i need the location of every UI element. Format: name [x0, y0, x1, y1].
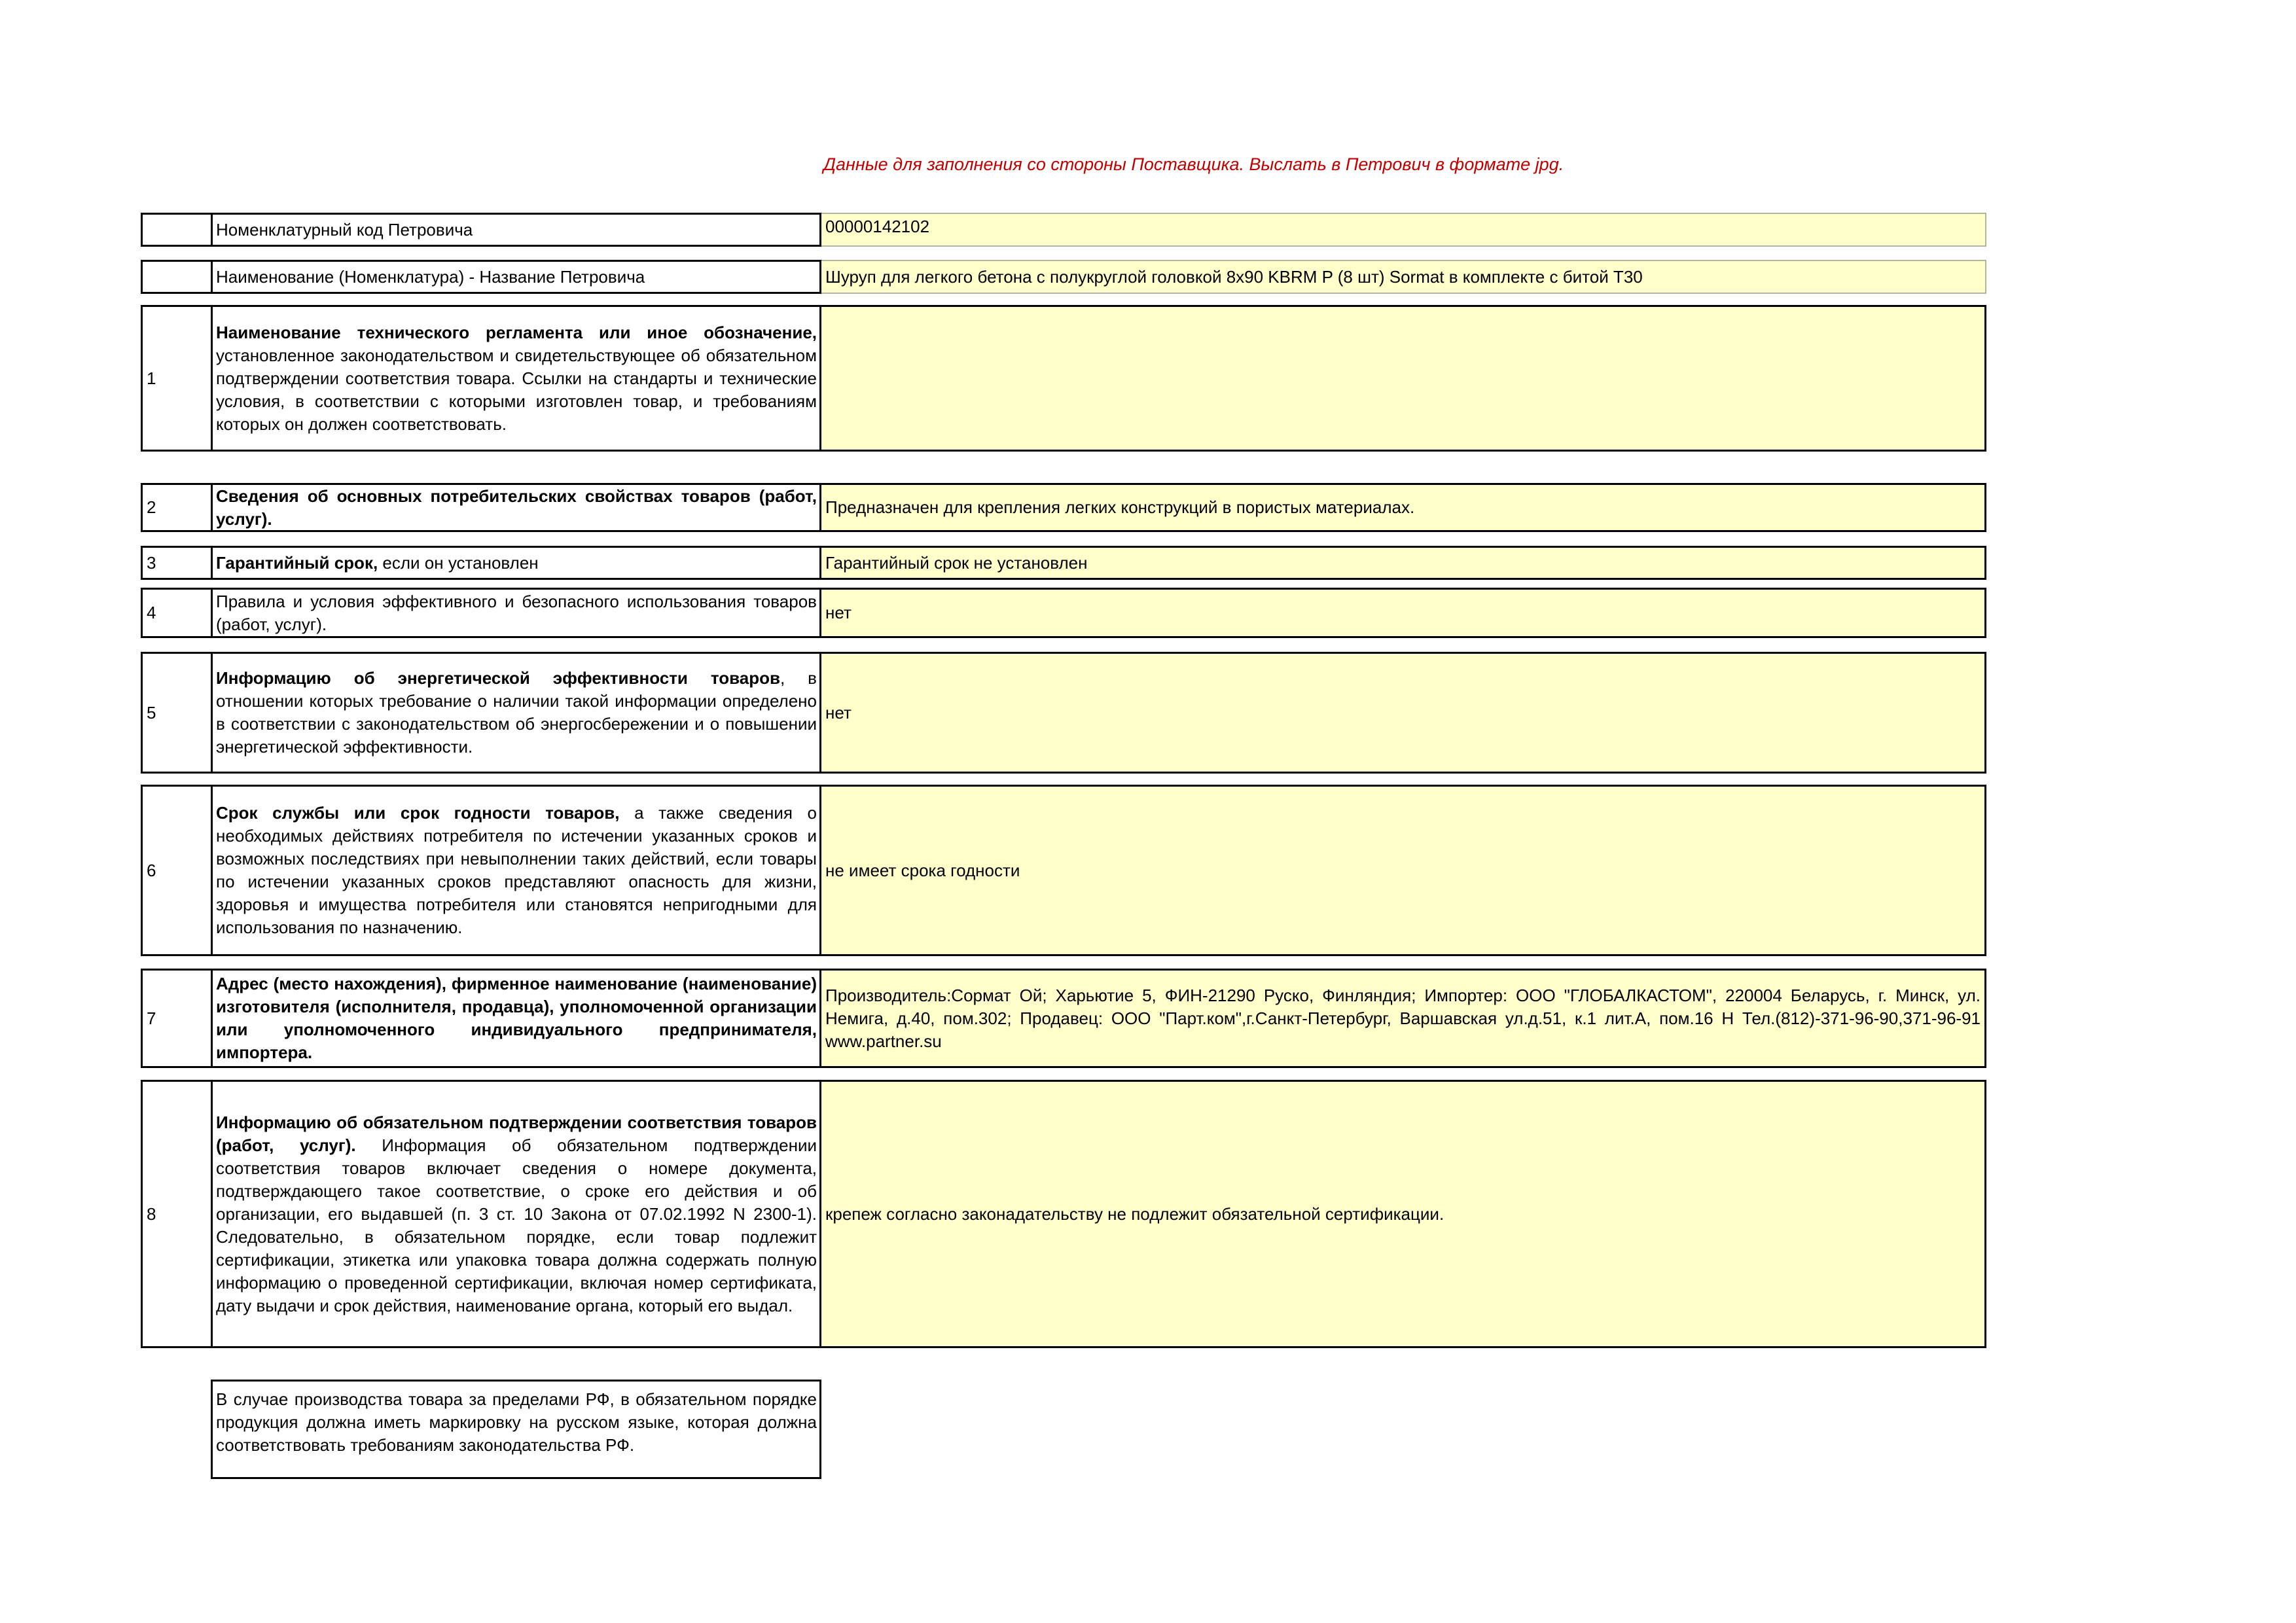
row-label	[211, 588, 821, 638]
row-value[interactable]: нет	[821, 588, 1986, 638]
row-number: 7	[141, 969, 213, 1068]
row-label-rest: установленное законодательством и свидетельствующее об обязательном подтверждении соответствия товара. Ссылки на стандарты и технические условия, в соответствии с которыми изготовлен товар, и требованиям которых он должен соответствовать.	[216, 345, 817, 434]
row-number: 2	[141, 483, 213, 532]
row-label-bold: Сведения об основных потребительских свойствах товаров (работ, услуг).	[216, 486, 817, 529]
row-label-rest: Правила и условия эффективного и безопасного использования товаров (работ, услуг).	[216, 591, 817, 634]
code-row	[141, 213, 1986, 247]
table-row	[141, 969, 1986, 1068]
table-row	[141, 652, 1986, 774]
row-value[interactable]: нет	[821, 652, 1986, 774]
table-row	[141, 588, 1986, 638]
row-label	[211, 483, 821, 532]
row-label-bold: Информацию об обязательном подтверждении соответствия товаров (работ, услуг).	[216, 1112, 817, 1155]
row-label-bold: Срок службы или срок годности товаров,	[216, 803, 620, 823]
row-label	[211, 546, 821, 580]
row-value[interactable]: Гарантийный срок не установлен	[821, 546, 1986, 580]
row-value[interactable]: Предназначен для крепления легких конструкций в пористых материалах.	[821, 483, 1986, 532]
row-value[interactable]: крепеж согласно законадательству не подлежит обязательной сертификации.	[821, 1080, 1986, 1348]
name-row-value[interactable]: Шуруп для легкого бетона с полукруглой головкой 8х90 KBRM P (8 шт) Sormat в комплекте с битой Т30	[821, 260, 1986, 294]
code-row-label: Номенклатурный код Петровича	[211, 213, 821, 247]
row-label-bold: Наименование технического регламента или иное обозначение,	[216, 322, 817, 342]
code-row-value[interactable]: 00000142102	[821, 213, 1986, 247]
header-note: Данные для заполнения со стороны Поставщика. Выслать в Петрович в формате jpg.	[823, 154, 1564, 174]
name-row-label: Наименование (Номенклатура) - Название Петровича	[211, 260, 821, 294]
row-label-bold: Адрес (место нахождения), фирменное наименование (наименование) изготовителя (исполнителя, продавца), уполномоченной организации или уполномоченного индивидуального предпринимателя, импортера.	[216, 974, 817, 1062]
row-number: 4	[141, 588, 213, 638]
row-number: 6	[141, 785, 213, 956]
row-label	[211, 1080, 821, 1348]
row-label-rest: Информация об обязательном подтверждении соответствия товаров включает сведения о номере документа, подтверждающего такое соответствие, о сроке его действия и об организации, его выдавшей (п. 3 ст. 10 Закона от 07.02.1992 N 2300-1). Следовательно, в обязательном порядке, если товар подлежит сертификации, этикетка или упаковка товара должна содержать полную информацию о проведенной сертификации, включая номер сертификата, дату выдачи и срок действия, наименование органа, который его выдал.	[216, 1135, 817, 1315]
code-row-number	[141, 213, 213, 247]
table-row	[141, 483, 1986, 532]
row-number: 3	[141, 546, 213, 580]
row-label	[211, 305, 821, 452]
row-label-rest: если он установлен	[378, 552, 539, 573]
row-value[interactable]: Производитель:Сормат Ой; Харьютие 5, ФИН-21290 Руско, Финляндия; Импортер: ООО "ГЛОБАЛКАСТОМ", 220004 Беларусь, г. Минск, ул. Немига, д.40, пом.302; Продавец: ООО "Парт.ком",г.Санкт-Петербург, Варшавская ул.д.51, к.1 лит.А, пом.16 Н Тел.(812)-371-96-90,371-96-91 www.partner.su	[821, 969, 1986, 1068]
row-value[interactable]: не имеет срока годности	[821, 785, 1986, 956]
row-number: 1	[141, 305, 213, 452]
row-label	[211, 969, 821, 1068]
table-row	[141, 305, 1986, 452]
name-row	[141, 260, 1986, 294]
row-label-bold: Информацию об энергетической эффективности товаров	[216, 668, 780, 688]
row-value[interactable]	[821, 305, 1986, 452]
table-row	[141, 546, 1986, 580]
row-label	[211, 652, 821, 774]
row-label-rest: а также сведения о необходимых действиях потребителя по истечении указанных сроков и возможных последствиях при невыполнении таких действий, если товары по истечении указанных сроков представляют опасность для жизни, здоровья и имущества потребителя или становятся непригодными для использования по назначению.	[216, 803, 817, 937]
table-row	[141, 1080, 1986, 1348]
row-label	[211, 785, 821, 956]
row-label-rest: , в отношении которых требование о наличии такой информации определено в соответствии с законодательством об энергосбережении и о повышении энергетической эффективности.	[216, 668, 817, 757]
name-row-number	[141, 260, 213, 294]
footer-note: В случае производства товара за пределами РФ, в обязательном порядке продукция должна иметь маркировку на русском языке, которая должна соответствовать требованиям законодательства РФ.	[211, 1380, 821, 1479]
table-row	[141, 785, 1986, 956]
row-label-bold: Гарантийный срок,	[216, 552, 378, 573]
row-number: 8	[141, 1080, 213, 1348]
row-number: 5	[141, 652, 213, 774]
